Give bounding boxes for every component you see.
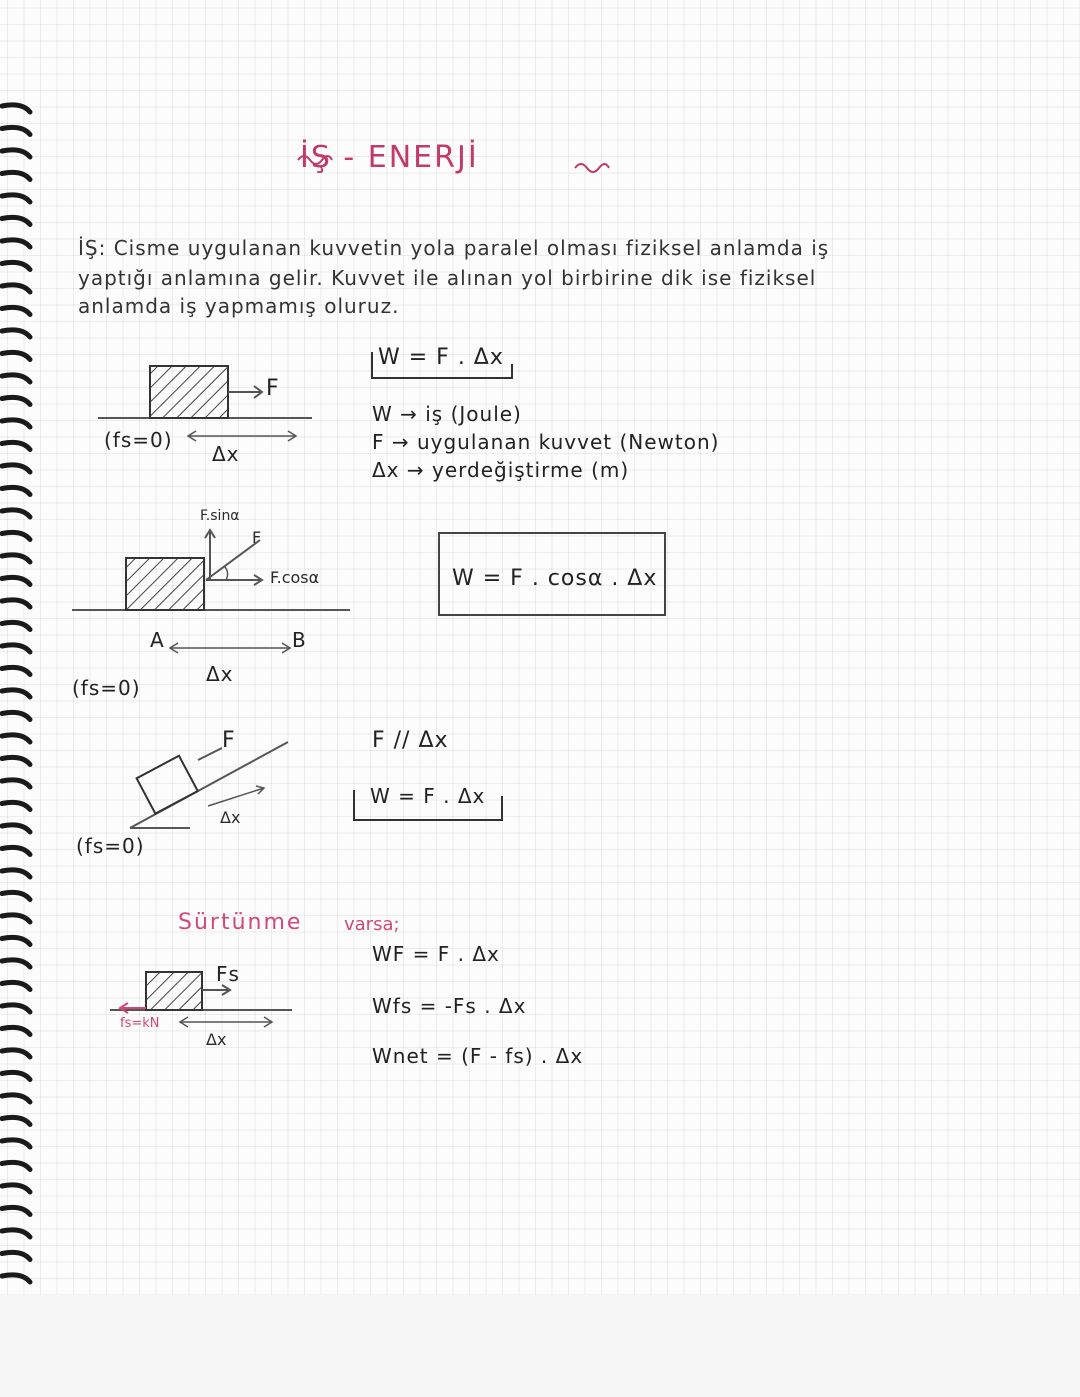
- page-title: İŞ - ENERJİ: [300, 140, 479, 175]
- fig1-friction-label: (fs=0): [104, 428, 173, 452]
- fig1-displacement-label: Δx: [212, 442, 240, 466]
- friction-eq-net: Wnet = (F - fs) . Δx: [372, 1044, 584, 1068]
- fig3-friction-label: (fs=0): [76, 834, 145, 858]
- fig4-displacement-label: Δx: [206, 1030, 227, 1049]
- definition-line-2: yaptığı anlamına gelir. Kuvvet ile alınan yol birbirine dik ise fiziksel: [78, 266, 817, 290]
- legend-work: W → iş (Joule): [372, 402, 522, 426]
- work-formula: W = F . Δx: [378, 345, 504, 370]
- angled-work-formula: W = F . cosα . Δx: [452, 566, 658, 591]
- fig2-cos-label: F.cosα: [270, 568, 320, 587]
- definition-line-1: İŞ: Cisme uygulanan kuvvetin yola paralel olması fiziksel anlamda iş: [78, 236, 830, 260]
- fig2-friction-label: (fs=0): [72, 676, 141, 700]
- fig2-force-label: F: [252, 528, 262, 547]
- friction-eq-force: WF = F . Δx: [372, 942, 500, 966]
- parallel-statement: F // Δx: [372, 728, 449, 753]
- fig2-displacement-label: Δx: [206, 662, 234, 686]
- legend-force: F → uygulanan kuvvet (Newton): [372, 430, 720, 454]
- fig3-force-label: F: [222, 728, 236, 753]
- fig2-point-b: B: [292, 628, 307, 652]
- friction-heading: Sürtünme: [178, 910, 303, 935]
- fig2-point-a: A: [150, 628, 165, 652]
- definition-line-3: anlamda iş yapmamış oluruz.: [78, 294, 400, 318]
- fig4-force-label: Fs: [216, 962, 240, 986]
- legend-displacement: Δx → yerdeğiştirme (m): [372, 458, 630, 482]
- fig3-displacement-label: Δx: [220, 808, 241, 827]
- fig2-sin-label: F.sinα: [200, 508, 240, 524]
- friction-eq-fs: Wfs = -Fs . Δx: [372, 994, 527, 1018]
- incline-work-formula: W = F . Δx: [370, 784, 486, 808]
- fig1-force-label: F: [266, 376, 280, 401]
- fig4-friction-label: fs=kN: [120, 1016, 160, 1031]
- friction-intro: varsa;: [344, 914, 400, 935]
